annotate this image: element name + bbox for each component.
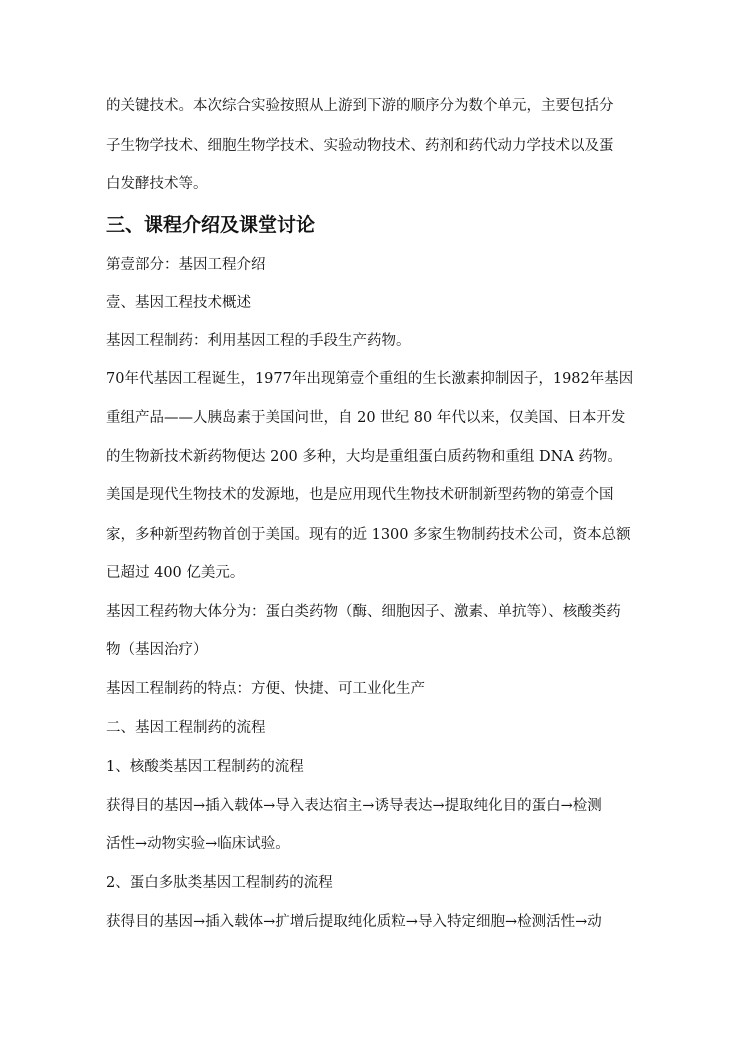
part-title: 第壹部分：基因工程介绍 [106,257,266,273]
nucleic-acid-title: 1、核酸类基因工程制药的流程 [106,759,304,775]
intro-line-3: 白发酵技术等。 [106,176,208,192]
intro-line-1: 的关键技术。本次综合实验按照从上游到下游的顺序分为数个单元，主要包括分 [106,98,614,114]
subsection-heading-1: 壹、基因工程技术概述 [106,295,251,311]
usa-line-2: 家，多种新型药物首创于美国。现有的近 1300 多家生物制药技术公司，资本总额 [106,527,631,543]
history-line-3: 的生物新技术新药物便达 200 多种，大均是重组蛋白质药物和重组 DNA 药物。 [106,449,622,465]
protein-flow-line-1: 获得目的基因→插入载体→扩增后提取纯化质粒→导入特定细胞→检测活性→动 [106,914,602,930]
definition-paragraph: 基因工程制药：利用基因工程的手段生产药物。 [106,333,411,349]
classification-line-2: 物（基因治疗） [106,642,208,658]
intro-line-2: 子生物学技术、细胞生物学技术、实验动物技术、药剂和药代动力学技术以及蛋 [106,138,614,154]
subsection-heading-2: 二、基因工程制药的流程 [106,720,266,736]
section-heading: 三、课程介绍及课堂讨论 [106,214,316,236]
features-paragraph: 基因工程制药的特点：方便、快捷、可工业化生产 [106,681,425,697]
usa-line-3: 已超过 400 亿美元。 [106,565,245,581]
classification-line-1: 基因工程药物大体分为：蛋白类药物（酶、细胞因子、激素、单抗等）、核酸类药 [106,604,621,620]
nucleic-flow-line-1: 获得目的基因→插入载体→导入表达宿主→诱导表达→提取纯化目的蛋白→检测 [106,798,602,814]
nucleic-flow-line-2: 活性→动物实验→临床试验。 [106,836,290,852]
history-line-1: 70年代基因工程诞生，1977年出现第壹个重组的生长激素抑制因子，1982年基因 [106,371,634,387]
usa-line-1: 美国是现代生物技术的发源地，也是应用现代生物技术研制新型药物的第壹个国 [106,487,614,503]
protein-title: 2、蛋白多肽类基因工程制药的流程 [106,875,333,891]
history-line-2: 重组产品——人胰岛素于美国问世，自 20 世纪 80 年代以来，仅美国、日本开发 [106,410,626,426]
